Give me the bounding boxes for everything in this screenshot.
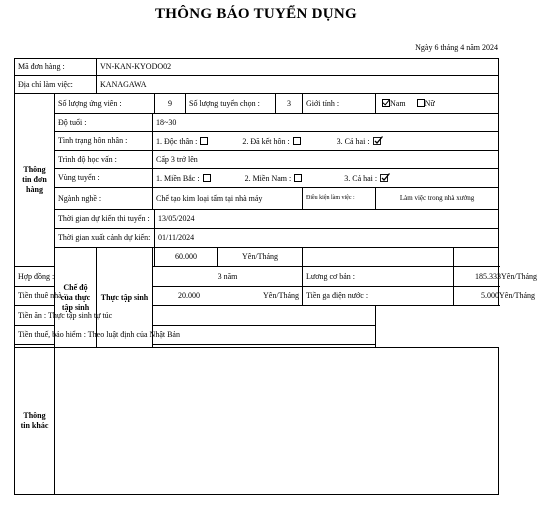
food-info: Tiền ăn : Thực tập sinh tự túc: [15, 306, 376, 326]
page-title: THÔNG BÁO TUYỂN DỤNG: [155, 6, 357, 22]
work-location-label: Địa chỉ làm việc:: [15, 76, 97, 94]
recruitment-form: [14, 58, 537, 495]
age-label: Độ tuổi :: [55, 114, 153, 132]
benefits-section: Chế độ của thực tập sinh: [55, 248, 97, 348]
selected-label: Số lượng tuyển chọn :: [186, 94, 276, 114]
job-label: Ngành nghề :: [55, 188, 153, 210]
pen-check-icon[interactable]: [373, 136, 383, 145]
job-value: Chế tạo kim loại tấm tại nhà máy: [153, 188, 303, 210]
rent-value: 20.000: [178, 291, 201, 300]
marital-both-label: 3. Cả hai :: [336, 137, 370, 146]
gender-female-label: Nữ: [424, 99, 435, 108]
marital-married-label: 2. Đã kết hôn :: [242, 137, 290, 146]
gender-female-checkbox[interactable]: [417, 99, 425, 107]
education-label: Trình độ học vấn :: [55, 151, 153, 169]
condition-label: Điều kiện làm việc :: [303, 188, 376, 210]
region-south-checkbox[interactable]: [294, 174, 302, 182]
rent-label: Tiền thuê nhà :: [15, 287, 55, 306]
utility-unit: Yên/Tháng: [499, 291, 536, 300]
departure-label: Thời gian xuất cảnh dự kiến:: [55, 229, 155, 248]
other-info-content: [55, 348, 499, 495]
salary-value: 185.333: [475, 271, 502, 281]
salary-unit: Yên/Tháng: [501, 271, 537, 281]
trainee-subsection: Thực tập sinh: [97, 248, 153, 348]
region-south-label: 2. Miền Nam :: [244, 174, 292, 183]
issue-date: Ngày 6 tháng 4 năm 2024: [415, 43, 498, 52]
salary-label: Lương cơ bản :: [303, 267, 454, 287]
region-north-checkbox[interactable]: [203, 174, 211, 182]
order-code-label: Mã đơn hàng :: [15, 59, 97, 76]
applicants-label: Số lượng ứng viên :: [55, 94, 155, 114]
marital-single-label: 1. Độc thân :: [156, 137, 198, 146]
selected-value: 3: [276, 94, 303, 114]
applicants-value: 9: [155, 94, 186, 114]
training-allowance-unit: Yên/Tháng: [218, 248, 303, 267]
utility-value: 5.000: [481, 291, 500, 300]
rent-unit: Yên/Tháng: [263, 291, 300, 300]
gender-male-checkbox[interactable]: [382, 99, 390, 107]
order-info-section: Thông tin đơn hàng: [15, 94, 55, 267]
other-info-section: Thông tin khác: [15, 348, 55, 495]
empty-cell: [454, 248, 499, 267]
exam-label: Thời gian dự kiến thi tuyển :: [55, 210, 155, 229]
age-value: 18~30: [153, 114, 499, 132]
gender-male-label: Nam: [390, 99, 406, 108]
empty-cell: [303, 248, 454, 267]
region-options: [153, 169, 499, 188]
education-value: Cấp 3 trở lên: [153, 151, 499, 169]
region-north-label: 1. Miền Bắc :: [156, 174, 200, 183]
gender-options: [376, 94, 499, 114]
pen-check-icon[interactable]: [380, 173, 390, 182]
training-allowance-value: 60.000: [155, 248, 218, 267]
marital-single-checkbox[interactable]: [200, 137, 208, 145]
marital-options: [153, 132, 499, 151]
tax-info: Tiền thuế, bảo hiểm : Theo luật định của Nhật Bản: [15, 326, 376, 345]
exam-value: 13/05/2024: [155, 210, 499, 229]
order-code-value: VN-KAN-KYODO02: [97, 59, 499, 76]
region-both-label: 3. Cả hai :: [344, 174, 378, 183]
gender-label: Giới tính :: [303, 94, 376, 114]
contract-value: 3 năm: [153, 267, 303, 287]
marital-label: Tình trạng hôn nhân :: [55, 132, 153, 151]
region-label: Vùng tuyển :: [55, 169, 153, 188]
work-location-value: KANAGAWA: [97, 76, 499, 94]
marital-married-checkbox[interactable]: [293, 137, 301, 145]
utility-cell: [454, 287, 536, 306]
departure-value: 01/11/2024: [155, 229, 499, 248]
condition-value: Làm việc trong nhà xưởng: [376, 188, 499, 210]
utility-label: Tiền ga điện nước :: [303, 287, 454, 306]
rent-cell: [153, 287, 303, 306]
contract-label: Hợp đồng :: [15, 267, 55, 287]
salary-cell: [454, 267, 537, 287]
